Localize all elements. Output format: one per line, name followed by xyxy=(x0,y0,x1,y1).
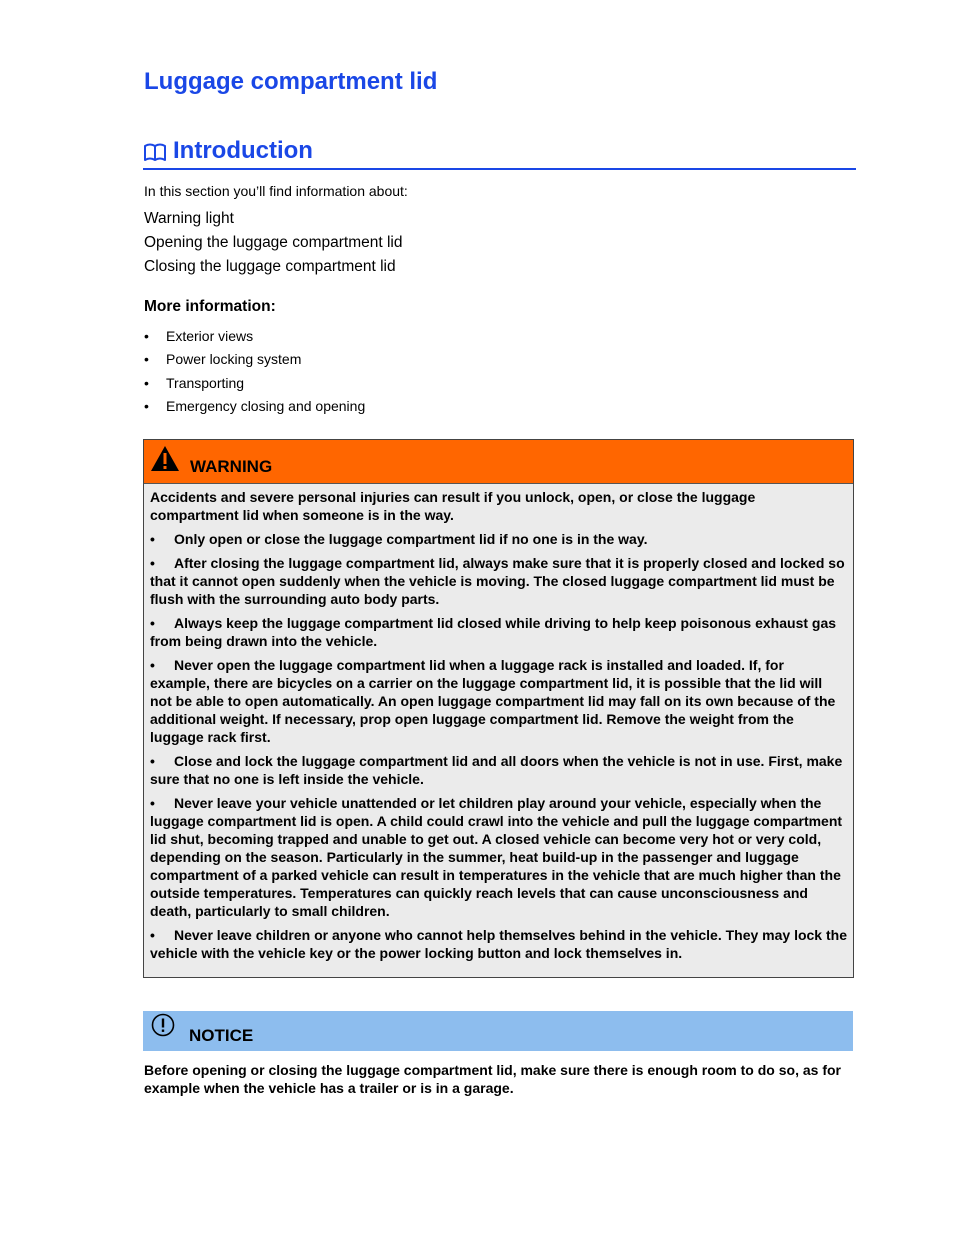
topic-link[interactable]: Warning light xyxy=(144,210,234,227)
notice-text: Before opening or closing the luggage compartment lid, make sure there is enough room to do so, as for example when the vehicle has a trailer or is in a garage. xyxy=(144,1062,841,1096)
warning-item: • Never leave children or anyone who cannot help themselves behind in the vehicle. They may lock the vehicle with the vehicle key or the power locking button and lock themselves in. xyxy=(150,927,847,961)
warning-header xyxy=(144,440,853,484)
warning-item: • Always keep the luggage compartment lid closed while driving to help keep poisonous exhaust gas from being drawn into the vehicle. xyxy=(150,615,837,649)
bullet-icon: • xyxy=(150,795,155,811)
more-info-link xyxy=(144,326,365,349)
bullet-icon: • xyxy=(150,753,155,769)
more-info-list xyxy=(144,326,365,419)
topic-link[interactable]: Closing the luggage compartment lid xyxy=(144,258,396,275)
warning-item: • Never open the luggage compartment lid when a luggage rack is installed and loaded. If, for example, there are bicycles on a carrier on the luggage compartment lid, it is possible that the lid will not be able to open automatically. An open luggage compartment lid may fall on its own because of the additional weight. If necessary, prop open luggage compartment lid. Remove the weight from the luggage rack first. xyxy=(150,657,836,745)
more-info-link xyxy=(144,373,365,396)
more-info-label[interactable]: Transporting xyxy=(166,374,245,391)
more-info-link xyxy=(144,396,365,419)
bullet-icon: • xyxy=(144,328,149,344)
more-info-heading: More information: xyxy=(144,298,276,315)
bullet-icon: • xyxy=(150,531,155,547)
notice-header xyxy=(143,1011,853,1051)
section-title: Introduction xyxy=(173,137,313,164)
page-title: Luggage compartment lid xyxy=(144,68,438,95)
warning-item: • Close and lock the luggage compartment lid and all doors when the vehicle is not in use. First, make sure that no one is left inside the vehicle. xyxy=(150,753,843,787)
bullet-icon: • xyxy=(150,615,155,631)
warning-box xyxy=(143,439,854,978)
warning-item: • Only open or close the luggage compartment lid if no one is in the way. xyxy=(150,531,648,547)
bullet-icon: • xyxy=(144,351,149,368)
notice-label: NOTICE xyxy=(189,1026,254,1045)
warning-item: • After closing the luggage compartment lid, always make sure that it is properly closed and locked so that it cannot open suddenly when the vehicle is moving. The closed luggage compartment lid must be flush with the surrounding auto body parts. xyxy=(150,555,845,607)
section-header xyxy=(143,136,856,170)
more-info-label[interactable]: Exterior views xyxy=(166,328,254,344)
book-icon xyxy=(143,141,167,163)
notice-exclamation-icon xyxy=(151,1013,175,1037)
bullet-icon: • xyxy=(150,555,155,571)
warning-body xyxy=(144,484,853,962)
topic-link[interactable]: Opening the luggage compartment lid xyxy=(144,234,403,251)
bullet-icon: • xyxy=(144,397,149,414)
warning-label: WARNING xyxy=(190,456,273,476)
bullet-icon: • xyxy=(144,374,149,391)
more-info-label[interactable]: Emergency closing and opening xyxy=(166,397,366,414)
topic-list xyxy=(144,209,403,281)
more-info-label[interactable]: Power locking system xyxy=(166,351,302,368)
intro-text: In this section you’ll find information about: xyxy=(144,183,408,199)
more-info-link xyxy=(144,349,365,372)
warning-intro: Accidents and severe personal injuries can result if you unlock, open, or close the luggage compartment lid when someone is in the way. xyxy=(150,489,756,523)
warning-item: • Never leave your vehicle unattended or let children play around your vehicle, especially when the luggage compartment lid is open. A child could crawl into the vehicle and pull the luggage compartment lid shut, becoming trapped and unable to get out. A closed vehicle can become very hot or very cold, depending on the season. Particularly in the summer, heat build-up in the passenger and luggage compartment of a parked vehicle can result in temperatures in the vehicle that are much higher than the outside temperatures. Temperatures can quickly reach levels that can cause unconsciousness and death, particularly to small children. xyxy=(150,795,843,919)
warning-triangle-icon xyxy=(150,445,180,472)
bullet-icon: • xyxy=(150,657,155,673)
bullet-icon: • xyxy=(150,927,155,943)
